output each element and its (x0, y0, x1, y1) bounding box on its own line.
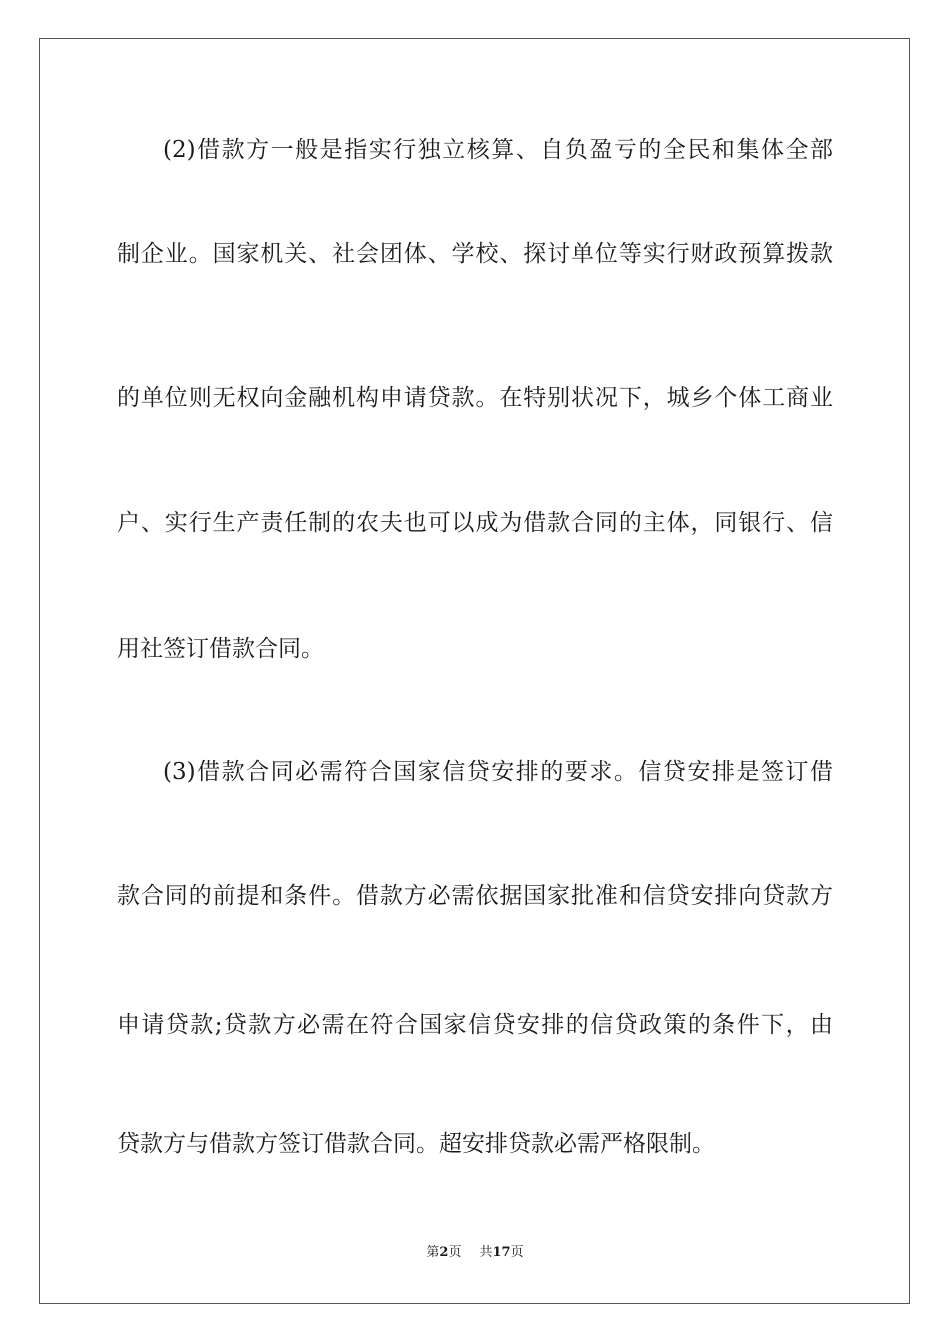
paragraph-1-line-4: 户、实行生产责任制的农夫也可以成为借款合同的主体，同银行、信 (117, 510, 833, 536)
paragraph-2-line-1: (3)借款合同必需符合国家信贷安排的要求。信贷安排是签订借 (163, 759, 833, 785)
paragraph-2-line-2: 款合同的前提和条件。借款方必需依据国家批准和信贷安排向贷款方 (117, 883, 833, 909)
paragraph-2-line-3: 申请贷款;贷款方必需在符合国家信贷安排的信贷政策的条件下，由 (117, 1012, 833, 1038)
paragraph-1-line-2: 制企业。国家机关、社会团体、学校、探讨单位等实行财政预算拨款 (117, 241, 833, 267)
paragraph-1-line-3: 的单位则无权向金融机构申请贷款。在特别状况下，城乡个体工商业 (117, 385, 833, 411)
footer-page-suffix: 页 (448, 1245, 462, 1260)
footer-page-prefix: 第 (426, 1245, 440, 1260)
footer-page-number: 2 (439, 1245, 449, 1260)
paragraph-1-line-1: (2)借款方一般是指实行独立核算、自负盈亏的全民和集体全部 (163, 137, 833, 163)
footer-total-suffix: 页 (510, 1245, 524, 1260)
page-footer (0, 1244, 950, 1262)
footer-total-pages: 17 (492, 1245, 511, 1260)
paragraph-2-line-4: 贷款方与借款方签订借款合同。超安排贷款必需严格限制。 (117, 1131, 715, 1157)
paragraph-1-line-5: 用社签订借款合同。 (117, 636, 324, 662)
footer-total-prefix: 共 (479, 1245, 493, 1260)
page-border (39, 38, 910, 1304)
